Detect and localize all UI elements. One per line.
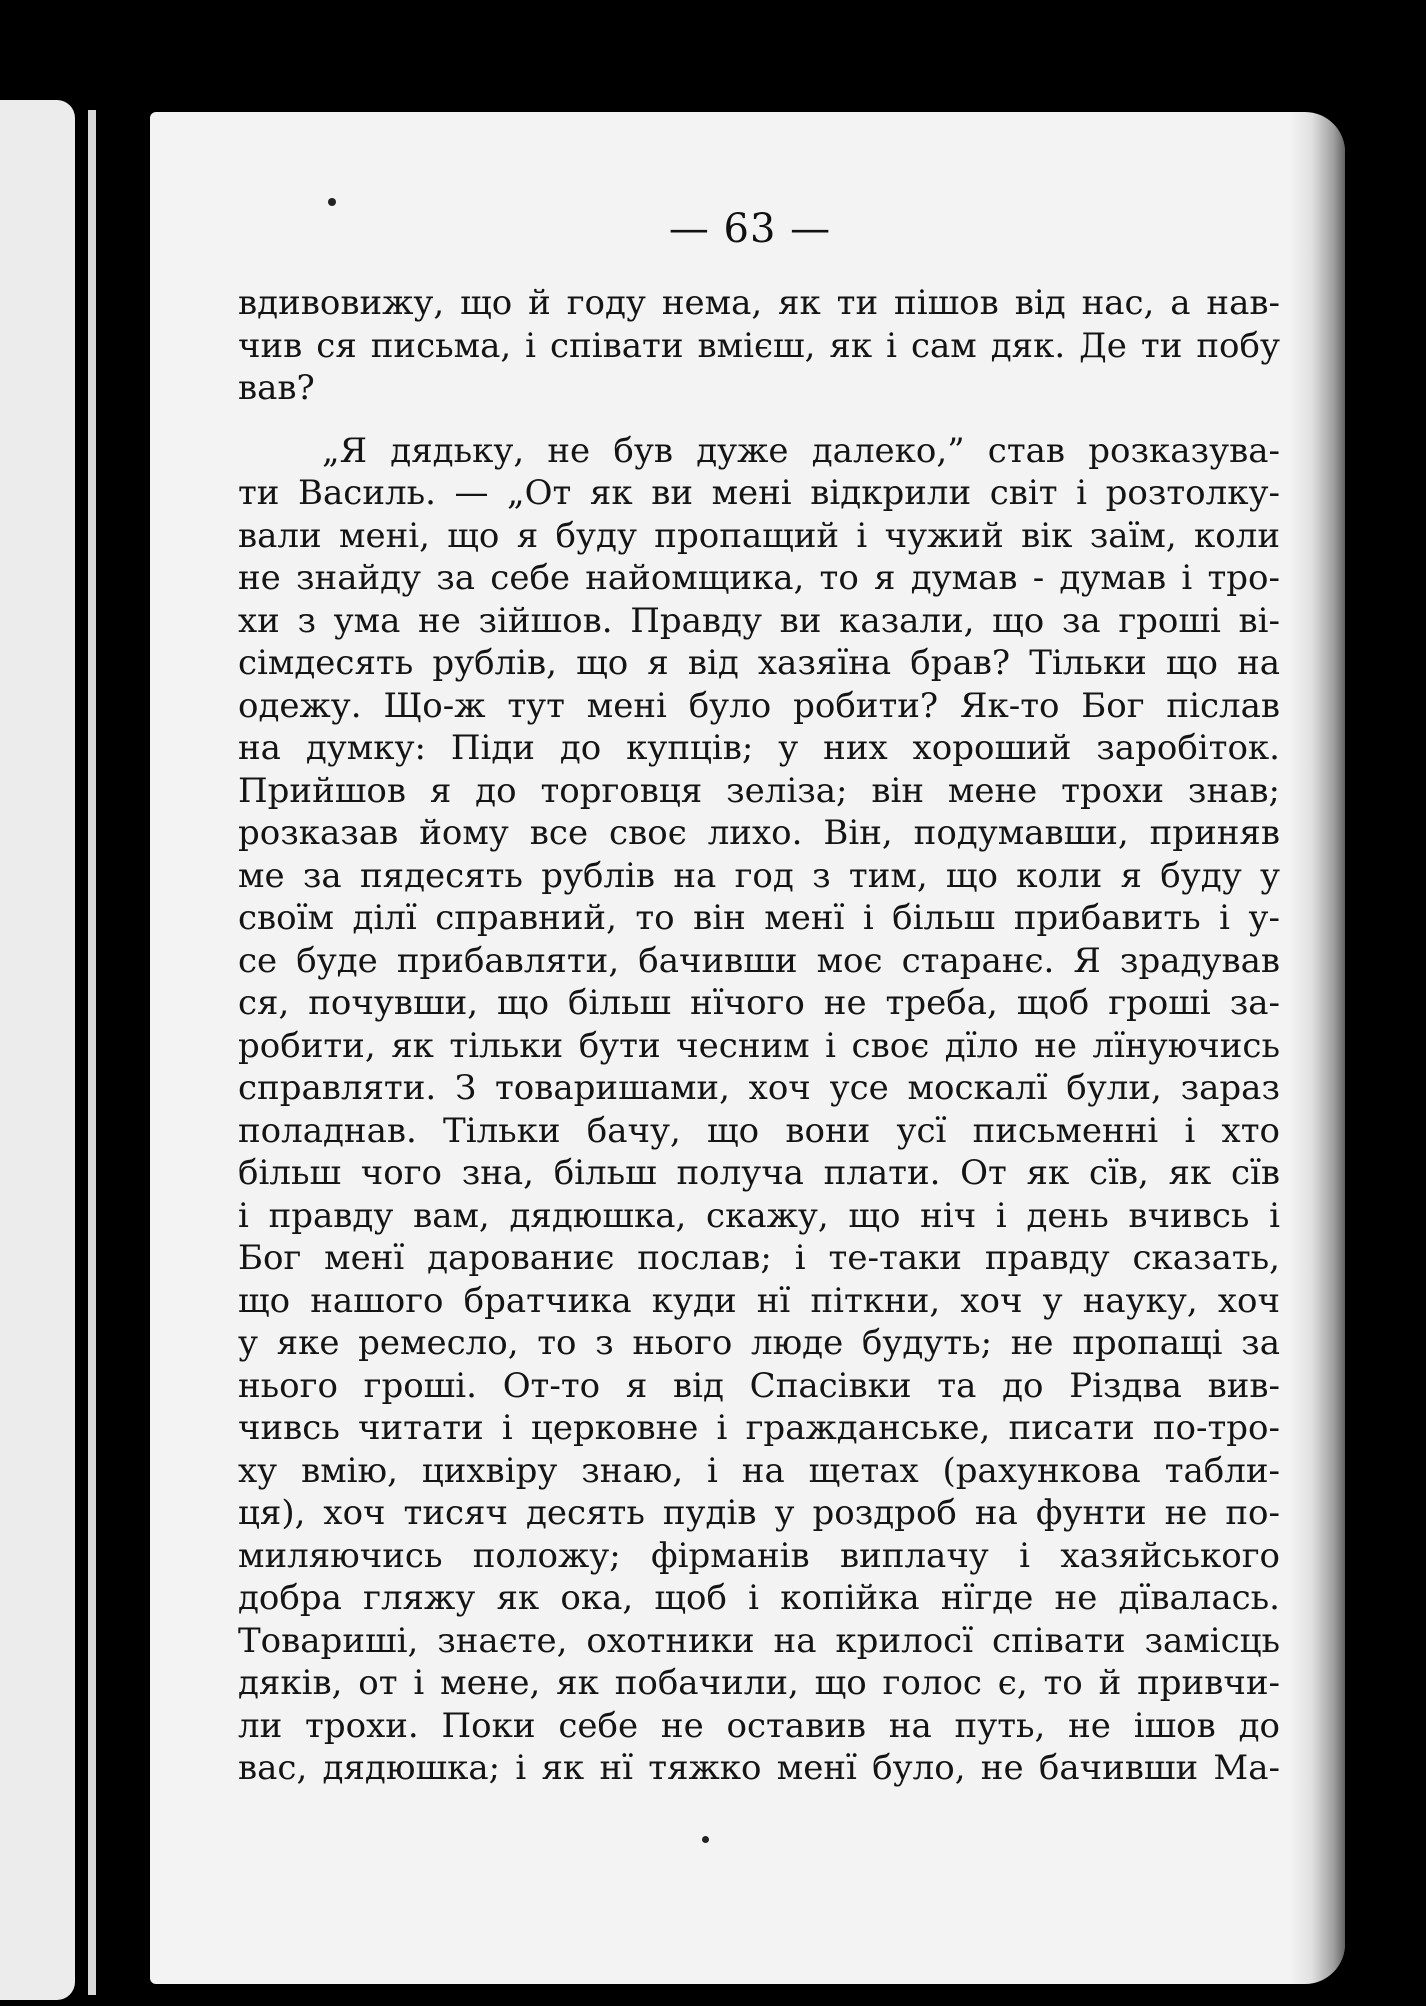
paragraph-2	[238, 430, 1280, 1790]
text-line: Прийшов я до торговця зеліза; він мене трохи знав;	[238, 770, 1280, 811]
text-line: хи з ума не зійшов. Правду ви казали, що за гроші ві-	[238, 600, 1280, 641]
text-line: не знайду за себе найомщика, то я думав - думав і тро-	[238, 558, 1280, 598]
left-page-edge	[0, 100, 75, 2000]
text-line: одежу. Що-ж тут мені було робити? Як-то Бог післав	[238, 685, 1280, 726]
text-line: і правду вам, дядюшка, скажу, що ніч і день вчивсь і	[238, 1195, 1280, 1236]
text-line: ся, почувши, що більш нїчого не треба, щоб гроші за-	[238, 983, 1280, 1023]
text-line: се буде прибавляти, бачивши моє старанє. Я зрадував	[238, 940, 1280, 981]
text-line: поладнав. Тільки бачу, що вони усї письменні і хто	[238, 1110, 1280, 1151]
text-line: миляючись положу; фірманів виплачу і хазяйського	[238, 1535, 1280, 1576]
book-page	[150, 112, 1345, 1984]
text-line: своїм ділї справний, то він менї і більш прибавить і у-	[238, 898, 1280, 938]
ink-dot	[702, 1836, 709, 1843]
text-line: „Я дядьку, не був дуже далеко,” став розказува-	[322, 430, 1280, 471]
text-line: на думку: Піди до купців; у них хороший заробіток.	[238, 728, 1280, 768]
text-line: у яке ремесло, то з нього люде будуть; не пропащі за	[238, 1323, 1280, 1363]
text-line: вав?	[238, 368, 315, 408]
text-line: ця), хоч тисяч десять пудів у роздроб на фунти не по-	[238, 1493, 1280, 1533]
ink-dot	[328, 198, 336, 206]
text-line: вас, дядюшка; і як нї тяжко менї було, не бачивши Ма-	[238, 1748, 1280, 1788]
text-line: добра гляжу як ока, щоб і копійка нїгде не дївалась.	[238, 1578, 1280, 1618]
page-text	[238, 282, 1280, 1790]
page-shadow	[1290, 112, 1345, 1984]
text-line: справляти. З товаришами, хоч усе москалї були, зараз	[238, 1068, 1280, 1108]
text-line: більш чого зна, більш получа плати. От як сїв, як сїв	[238, 1153, 1280, 1193]
text-line: чив ся письма, і співати вмієш, як і сам дяк. Де ти побу	[238, 325, 1280, 366]
text-line: ли трохи. Поки себе не оставив на путь, не ішов до	[238, 1705, 1280, 1746]
text-line: Бог менї дарованиє послав; і те-таки правду сказать,	[238, 1238, 1280, 1278]
text-line: вали мені, що я буду пропащий і чужий вік заїм, коли	[238, 515, 1280, 556]
text-line: робити, як тільки бути чесним і своє дїло не лїнуючись	[238, 1025, 1280, 1066]
text-line: ху вмію, цихвіру знаю, і на щетах (рахункова табли-	[238, 1450, 1280, 1491]
page-number: — 63 —	[668, 206, 832, 252]
text-line: ме за пядесять рублів на год з тим, що коли я буду у	[238, 855, 1280, 896]
paragraph-1	[238, 282, 1280, 410]
text-line: ти Василь. — „От як ви мені відкрили світ і розтолку-	[238, 473, 1280, 513]
text-line: сімдесять рублів, що я від хазяїна брав? Тільки що на	[238, 643, 1280, 683]
text-line: розказав йому все своє лихо. Він, подумавши, приняв	[238, 813, 1280, 853]
text-line: що нашого братчика куди нї піткни, хоч у науку, хоч	[238, 1280, 1280, 1321]
text-line: Товариші, знаєте, охотники на крилосї співати замісць	[238, 1620, 1280, 1661]
page-fold	[88, 110, 96, 1995]
text-line: чивсь читати і церковне і гражданське, писати по-тро-	[238, 1408, 1280, 1448]
text-line: нього гроші. От-то я від Спасівки та до Різдва вив-	[238, 1365, 1280, 1406]
text-line: дяків, от і мене, як побачили, що голос є, то й привчи-	[238, 1663, 1280, 1703]
text-line: вдивовижу, що й году нема, як ти пішов від нас, а нав-	[238, 283, 1280, 323]
